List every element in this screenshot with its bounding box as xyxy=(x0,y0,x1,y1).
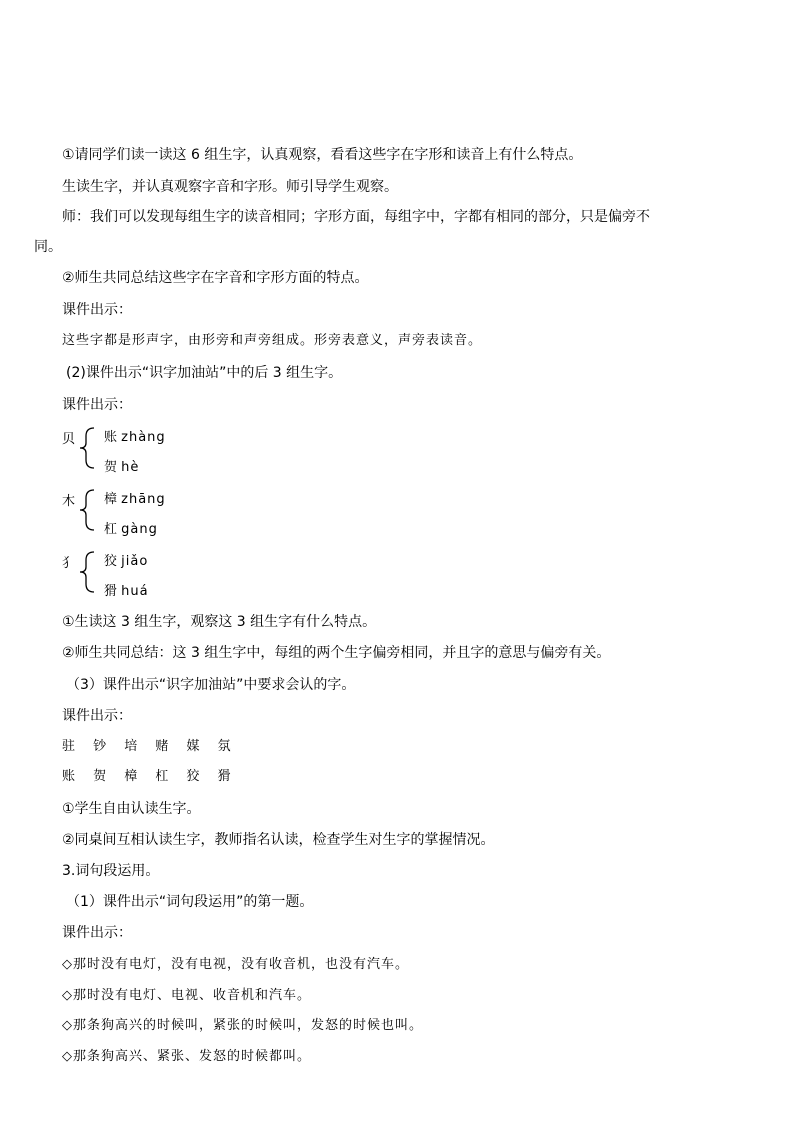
example-sentence: ◇那条狗高兴的时候叫，紧张的时候叫，发怒的时候也叫。 xyxy=(62,1018,423,1033)
character-line xyxy=(104,518,158,537)
paragraph: ②同桌间互相认读生字，教师指名认读，检查学生对生字的掌握情况。 xyxy=(62,832,495,848)
radical: 犭 xyxy=(62,556,76,571)
character: 狡 xyxy=(104,554,118,569)
character: 贺 xyxy=(104,460,118,475)
paragraph: 师：我们可以发现每组生字的读音相同；字形方面，每组字中，字都有相同的部分，只是偏旁不 xyxy=(62,209,650,225)
paragraph: ①请同学们读一读这 6 组生字，认真观察，看看这些字在字形和读音上有什么特点。 xyxy=(62,147,583,163)
brace-icon xyxy=(76,548,100,596)
character: 樟 xyxy=(104,492,118,507)
radical: 贝 xyxy=(62,432,76,447)
courseware-label: 课件出示： xyxy=(62,397,132,413)
paragraph-continuation: 同。 xyxy=(34,239,62,255)
pinyin: zhāng xyxy=(121,492,166,507)
paragraph: ②师生共同总结这些字在字音和字形方面的特点。 xyxy=(62,270,369,286)
character-list: 账 贺 樟 杠 狡 猾 xyxy=(62,769,238,784)
pinyin: gàng xyxy=(121,522,158,537)
brace-icon xyxy=(76,424,100,472)
character-line xyxy=(104,550,148,569)
pinyin: jiǎo xyxy=(121,554,149,569)
character-line xyxy=(104,580,149,599)
character-line xyxy=(104,456,139,475)
character-line xyxy=(104,426,166,445)
character-group xyxy=(62,548,262,598)
paragraph: 生读生字，并认真观察字音和字形。师引导学生观察。 xyxy=(62,179,398,195)
paragraph: (2)课件出示“识字加油站”中的后 3 组生字。 xyxy=(66,365,343,381)
character-group xyxy=(62,486,262,536)
courseware-text: 这些字都是形声字，由形旁和声旁组成。形旁表意义，声旁表读音。 xyxy=(62,333,483,348)
character-group xyxy=(62,424,262,474)
paragraph: （1）课件出示“词句段运用”的第一题。 xyxy=(66,894,314,910)
pinyin: huá xyxy=(121,584,149,599)
paragraph: ①生读这 3 组生字，观察这 3 组生字有什么特点。 xyxy=(62,614,377,630)
example-sentence: ◇那时没有电灯，没有电视，没有收音机，也没有汽车。 xyxy=(62,957,409,972)
pinyin: hè xyxy=(121,460,140,475)
section-heading: 3.词句段运用。 xyxy=(62,863,160,879)
radical: 木 xyxy=(62,494,76,509)
courseware-label: 课件出示： xyxy=(62,925,132,941)
courseware-label: 课件出示： xyxy=(62,302,132,318)
example-sentence: ◇那条狗高兴、紧张、发怒的时候都叫。 xyxy=(62,1049,311,1064)
character: 账 xyxy=(104,430,118,445)
character: 猾 xyxy=(104,584,118,599)
character-list: 驻 钞 培 赌 媒 氛 xyxy=(62,739,238,754)
courseware-label: 课件出示： xyxy=(62,708,132,724)
brace-icon xyxy=(76,486,100,534)
paragraph: ②师生共同总结：这 3 组生字中，每组的两个生字偏旁相同，并且字的意思与偏旁有关。 xyxy=(62,645,611,661)
character: 杠 xyxy=(104,522,118,537)
paragraph: ①学生自由认读生字。 xyxy=(62,801,201,817)
paragraph: （3）课件出示“识字加油站”中要求会认的字。 xyxy=(66,677,356,693)
example-sentence: ◇那时没有电灯、电视、收音机和汽车。 xyxy=(62,988,311,1003)
pinyin: zhàng xyxy=(121,430,166,445)
character-line xyxy=(104,488,166,507)
